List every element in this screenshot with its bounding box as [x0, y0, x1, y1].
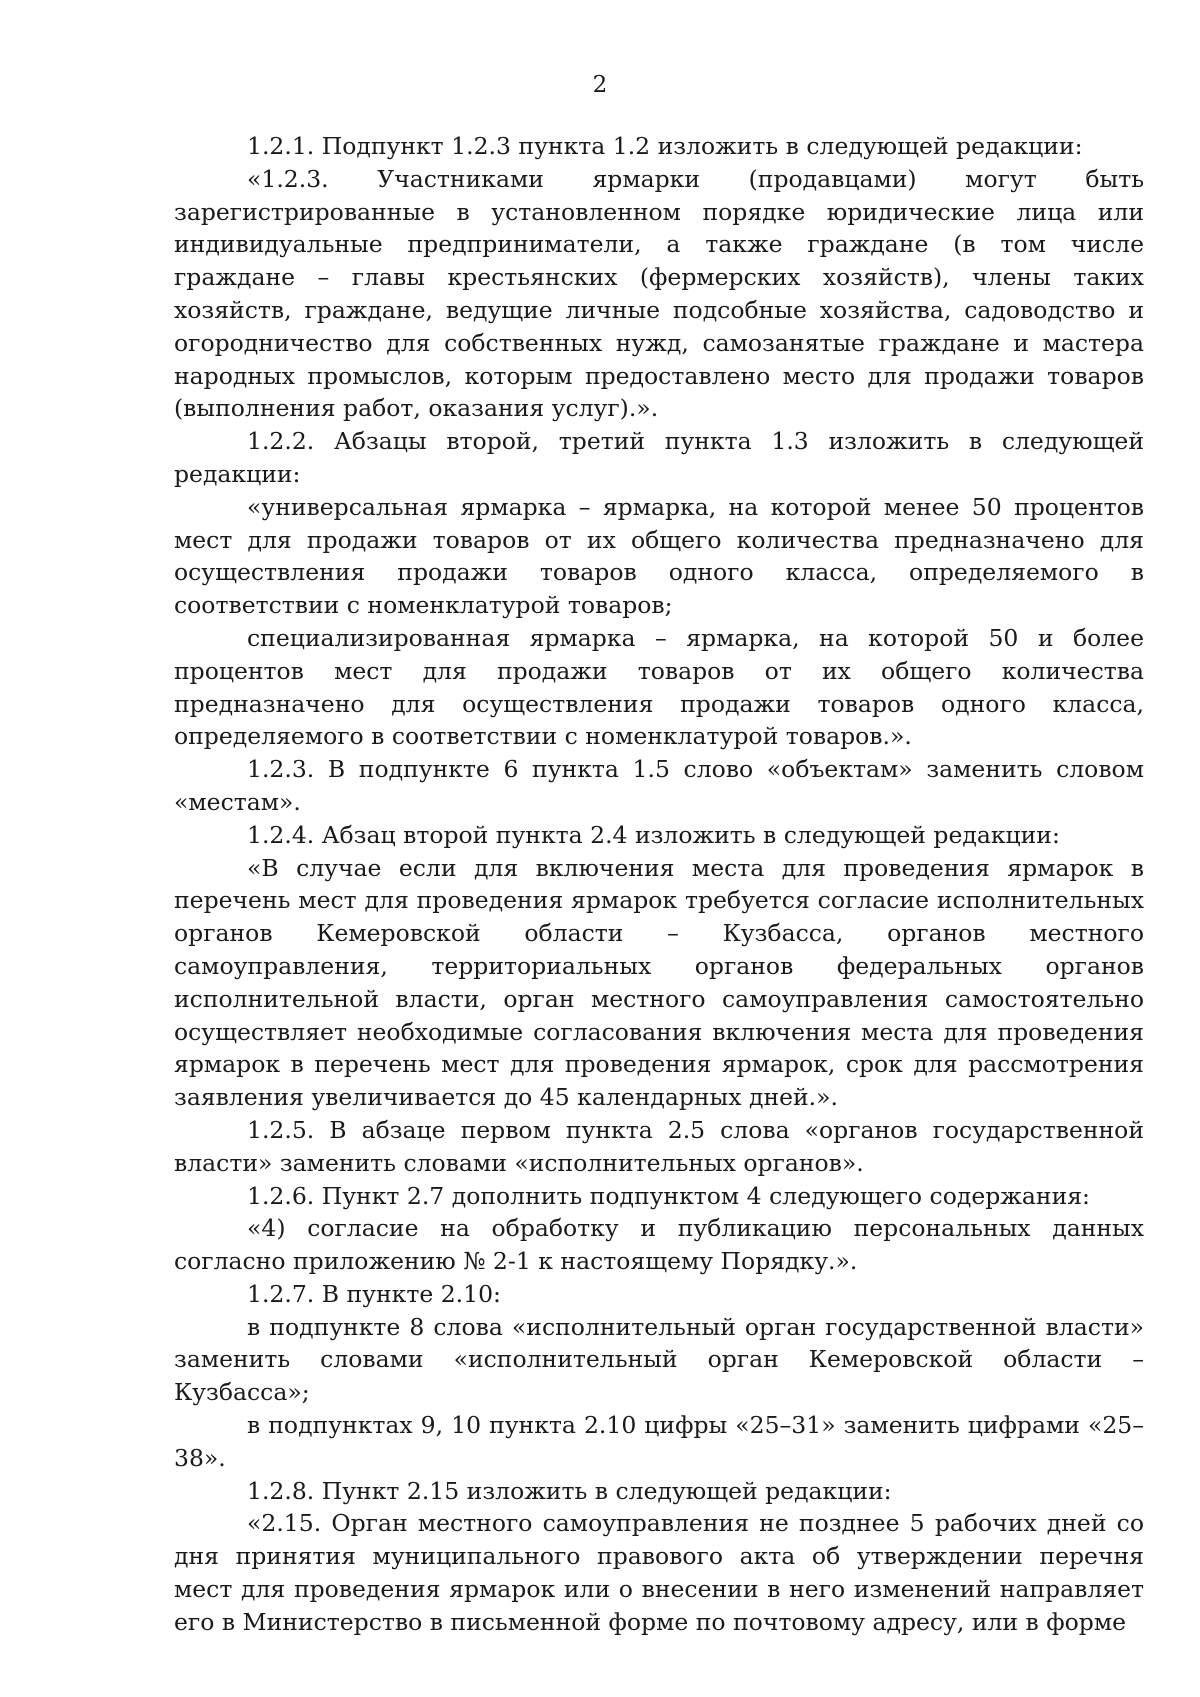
paragraph-1-2-1: 1.2.1. Подпункт 1.2.3 пункта 1.2 изложить в следующей редакции: — [247, 132, 1083, 160]
paragraph-1-2-6: 1.2.6. Пункт 2.7 дополнить подпунктом 4 следующего содержания: — [247, 1181, 1090, 1210]
document-body — [174, 130, 1144, 1639]
paragraph-1-2-4: 1.2.4. Абзац второй пункта 2.4 изложить в следующей редакции: — [247, 820, 1060, 849]
paragraph-2-15-text: «2.15. Орган местного самоуправления не позднее 5 рабочих дней со дня принятия муниципального правового акта об утверждении перечня мест для проведения ярмарок или о внесении в него изменений направляет его в Министерство в письменной форме по почтовому адресу, или в форме — [174, 1509, 1144, 1636]
paragraph-specialized-fair: специализированная ярмарка – ярмарка, на которой 50 и более процентов мест для продажи товаров от их общего количества предназначено для осуществления продажи товаров одного класса, определяемого в соответствии с номенклатурой товаров.». — [174, 623, 1144, 751]
paragraph-subitem-8: в подпункте 8 слова «исполнительный орган государственной власти» заменить словами «исполнительный орган Кемеровской области – Кузбасса»; — [174, 1312, 1144, 1407]
paragraph-subitems-9-10: в подпунктах 9, 10 пункта 2.10 цифры «25–31» заменить цифрами «25–38». — [174, 1411, 1144, 1472]
paragraph-1-2-2: 1.2.2. Абзацы второй, третий пункта 1.3 изложить в следующей редакции: — [174, 427, 1144, 488]
paragraph-1-2-7: 1.2.7. В пункте 2.10: — [247, 1279, 501, 1308]
paragraph-1-2-3: 1.2.3. В подпункте 6 пункта 1.5 слово «объектам» заменить словом «местам». — [174, 755, 1144, 816]
paragraph-universal-fair: «универсальная ярмарка – ярмарка, на которой менее 50 процентов мест для продажи товаров от их общего количества предназначено для осуществления продажи товаров одного класса, определяемого в соответствии с номенклатурой товаров; — [174, 492, 1144, 620]
page-number: 2 — [592, 72, 608, 98]
paragraph-subitem-4: «4) согласие на обработку и публикацию персональных данных согласно приложению № 2-1 к настоящему Порядку.». — [174, 1214, 1144, 1276]
paragraph-1-2-5: 1.2.5. В абзаце первом пункта 2.5 слова «органов государственной власти» заменить словами «исполнительных органов». — [174, 1115, 1144, 1177]
paragraph-2-4-text: «В случае если для включения места для проведения ярмарок в перечень мест для проведения ярмарок требуется согласие исполнительных органов Кемеровской области – Кузбасса, органов местного самоуправления, территориальных органов федеральных органов исполнительной власти, орган местного самоуправления самостоятельно осуществляет необходимые согласования включения места для проведения ярмарок в перечень мест для проведения ярмарок, срок для рассмотрения заявления увеличивается до 45 календарных дней.». — [174, 853, 1144, 1112]
paragraph-1-2-8: 1.2.8. Пункт 2.15 изложить в следующей редакции: — [247, 1476, 892, 1505]
paragraph-1-2-3-text: «1.2.3. Участниками ярмарки (продавцами) могут быть зарегистрированные в установленном порядке юридические лица или индивидуальные предприниматели, а также граждане (в том числе граждане – главы крестьянских (фермерских хозяйств), члены таких хозяйств, граждане, ведущие личные подсобные хозяйства, садоводство и огородничество для собственных нужд, самозанятые граждане и мастера народных промыслов, которым предоставлено место для продажи товаров (выполнения работ, оказания услуг).». — [174, 164, 1144, 423]
